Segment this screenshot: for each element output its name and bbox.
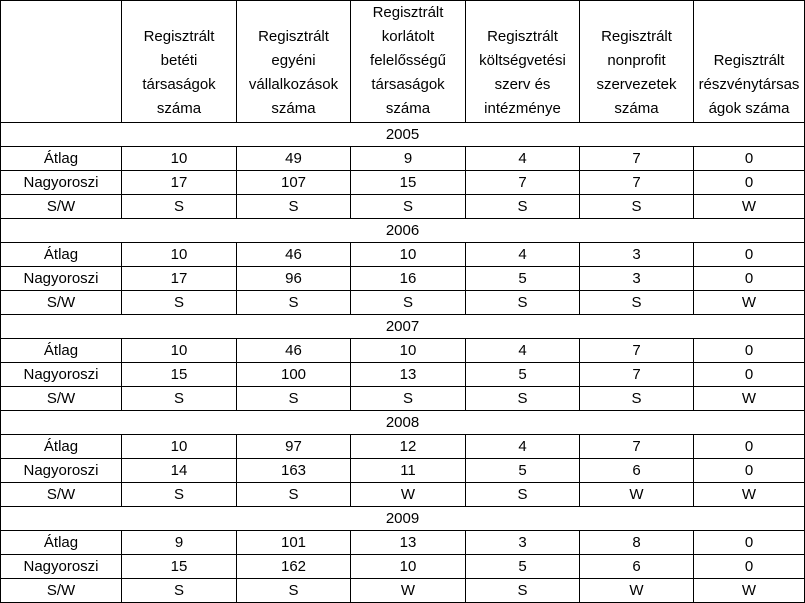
year-row: [1, 507, 805, 531]
table-cell: 10: [122, 147, 237, 171]
row-label: Nagyoroszi: [1, 459, 122, 483]
table-cell: 0: [694, 267, 805, 291]
table-cell: W: [694, 483, 805, 507]
table-cell: S: [237, 483, 351, 507]
table-row: [1, 291, 805, 315]
table-cell: W: [580, 483, 694, 507]
table-cell: 5: [466, 363, 580, 387]
table-cell: 0: [694, 243, 805, 267]
table-cell: 8: [580, 531, 694, 555]
table-cell: 10: [351, 339, 466, 363]
table-row: [1, 243, 805, 267]
table-cell: 17: [122, 267, 237, 291]
table-cell: 4: [466, 243, 580, 267]
table-cell: 13: [351, 531, 466, 555]
row-label: Átlag: [1, 339, 122, 363]
table-cell: W: [694, 195, 805, 219]
table-cell: 6: [580, 555, 694, 579]
table-row: [1, 483, 805, 507]
table-cell: S: [122, 291, 237, 315]
table-cell: S: [122, 387, 237, 411]
year-label: 2005: [1, 123, 805, 147]
table-cell: S: [122, 195, 237, 219]
table-row: [1, 387, 805, 411]
table-cell: S: [237, 387, 351, 411]
table-cell: S: [580, 387, 694, 411]
table-cell: 15: [351, 171, 466, 195]
table-row: [1, 267, 805, 291]
table-cell: 163: [237, 459, 351, 483]
table-cell: 9: [351, 147, 466, 171]
table-cell: 0: [694, 531, 805, 555]
table-cell: S: [466, 483, 580, 507]
table-cell: 162: [237, 555, 351, 579]
table-row: [1, 579, 805, 603]
table-cell: S: [351, 291, 466, 315]
table-cell: S: [237, 579, 351, 603]
row-label: S/W: [1, 195, 122, 219]
header-nonprofit: Regisztrált nonprofit szervezetek száma: [580, 1, 694, 123]
table-cell: 4: [466, 339, 580, 363]
row-label: Átlag: [1, 243, 122, 267]
table-cell: 0: [694, 435, 805, 459]
table-cell: 12: [351, 435, 466, 459]
table-cell: 10: [351, 555, 466, 579]
table-cell: 0: [694, 459, 805, 483]
table-cell: 10: [351, 243, 466, 267]
year-label: 2006: [1, 219, 805, 243]
table-cell: 0: [694, 339, 805, 363]
table-cell: 7: [580, 435, 694, 459]
table-cell: 3: [580, 243, 694, 267]
table-row: [1, 435, 805, 459]
table-cell: 17: [122, 171, 237, 195]
year-row: [1, 411, 805, 435]
table-cell: 3: [580, 267, 694, 291]
table-row: [1, 459, 805, 483]
table-cell: 13: [351, 363, 466, 387]
row-label: Átlag: [1, 435, 122, 459]
table-row: [1, 339, 805, 363]
year-row: [1, 315, 805, 339]
table-cell: 107: [237, 171, 351, 195]
table-cell: 0: [694, 555, 805, 579]
header-egyeni-vallalkozasok: Regisztrált egyéni vállalkozások száma: [237, 1, 351, 123]
year-row: [1, 219, 805, 243]
table-cell: S: [466, 387, 580, 411]
table-cell: 4: [466, 147, 580, 171]
table-cell: 101: [237, 531, 351, 555]
table-cell: S: [580, 195, 694, 219]
table-cell: S: [351, 387, 466, 411]
table-cell: W: [694, 579, 805, 603]
table-row: [1, 171, 805, 195]
table-cell: 7: [580, 363, 694, 387]
table-cell: W: [694, 291, 805, 315]
row-label: Átlag: [1, 147, 122, 171]
table-body: [1, 123, 805, 603]
table-cell: 7: [580, 147, 694, 171]
table-cell: S: [122, 579, 237, 603]
header-betéti-tarsasagok: Regisztrált betéti társaságok száma: [122, 1, 237, 123]
table-cell: 49: [237, 147, 351, 171]
year-label: 2009: [1, 507, 805, 531]
row-label: S/W: [1, 291, 122, 315]
table-cell: 4: [466, 435, 580, 459]
table-cell: 7: [580, 339, 694, 363]
table-cell: S: [466, 291, 580, 315]
header-row: [1, 1, 805, 123]
table-cell: 100: [237, 363, 351, 387]
table-cell: W: [580, 579, 694, 603]
table-cell: 10: [122, 339, 237, 363]
table-cell: S: [580, 291, 694, 315]
row-label: S/W: [1, 483, 122, 507]
table-cell: 5: [466, 459, 580, 483]
table-cell: 97: [237, 435, 351, 459]
row-label: Nagyoroszi: [1, 267, 122, 291]
table-cell: S: [466, 579, 580, 603]
row-label: S/W: [1, 387, 122, 411]
table-cell: S: [122, 483, 237, 507]
year-label: 2008: [1, 411, 805, 435]
row-label: S/W: [1, 579, 122, 603]
table-cell: 7: [580, 171, 694, 195]
table-cell: 6: [580, 459, 694, 483]
table-row: [1, 363, 805, 387]
table-cell: 46: [237, 243, 351, 267]
table-cell: 5: [466, 267, 580, 291]
table-cell: 11: [351, 459, 466, 483]
row-label: Nagyoroszi: [1, 555, 122, 579]
table-cell: S: [237, 195, 351, 219]
table-cell: 0: [694, 363, 805, 387]
row-label: Átlag: [1, 531, 122, 555]
table-row: [1, 555, 805, 579]
table-cell: 10: [122, 435, 237, 459]
table-cell: W: [351, 483, 466, 507]
table-cell: W: [694, 387, 805, 411]
header-corner-cell: [1, 1, 122, 123]
table-cell: 96: [237, 267, 351, 291]
table-row: [1, 147, 805, 171]
table-cell: 9: [122, 531, 237, 555]
table-cell: S: [351, 195, 466, 219]
table-cell: 15: [122, 555, 237, 579]
table-cell: 7: [466, 171, 580, 195]
header-kft: Regisztrált korlátolt felelősségű társaságok száma: [351, 1, 466, 123]
header-reszvenytarsasagok: Regisztrált részvénytársas ágok száma: [694, 1, 805, 123]
table-cell: 46: [237, 339, 351, 363]
table-cell: 0: [694, 171, 805, 195]
row-label: Nagyoroszi: [1, 363, 122, 387]
table-cell: W: [351, 579, 466, 603]
year-label: 2007: [1, 315, 805, 339]
table-cell: 16: [351, 267, 466, 291]
header-koltsegvetesi-szerv: Regisztrált költségvetési szerv és intézménye: [466, 1, 580, 123]
table-cell: 0: [694, 147, 805, 171]
table-cell: 3: [466, 531, 580, 555]
row-label: Nagyoroszi: [1, 171, 122, 195]
table-cell: 10: [122, 243, 237, 267]
table-cell: 15: [122, 363, 237, 387]
table-cell: 14: [122, 459, 237, 483]
table-cell: S: [237, 291, 351, 315]
table-row: [1, 531, 805, 555]
table-header: [1, 1, 805, 123]
table-cell: 5: [466, 555, 580, 579]
year-row: [1, 123, 805, 147]
table-row: [1, 195, 805, 219]
table-cell: S: [466, 195, 580, 219]
